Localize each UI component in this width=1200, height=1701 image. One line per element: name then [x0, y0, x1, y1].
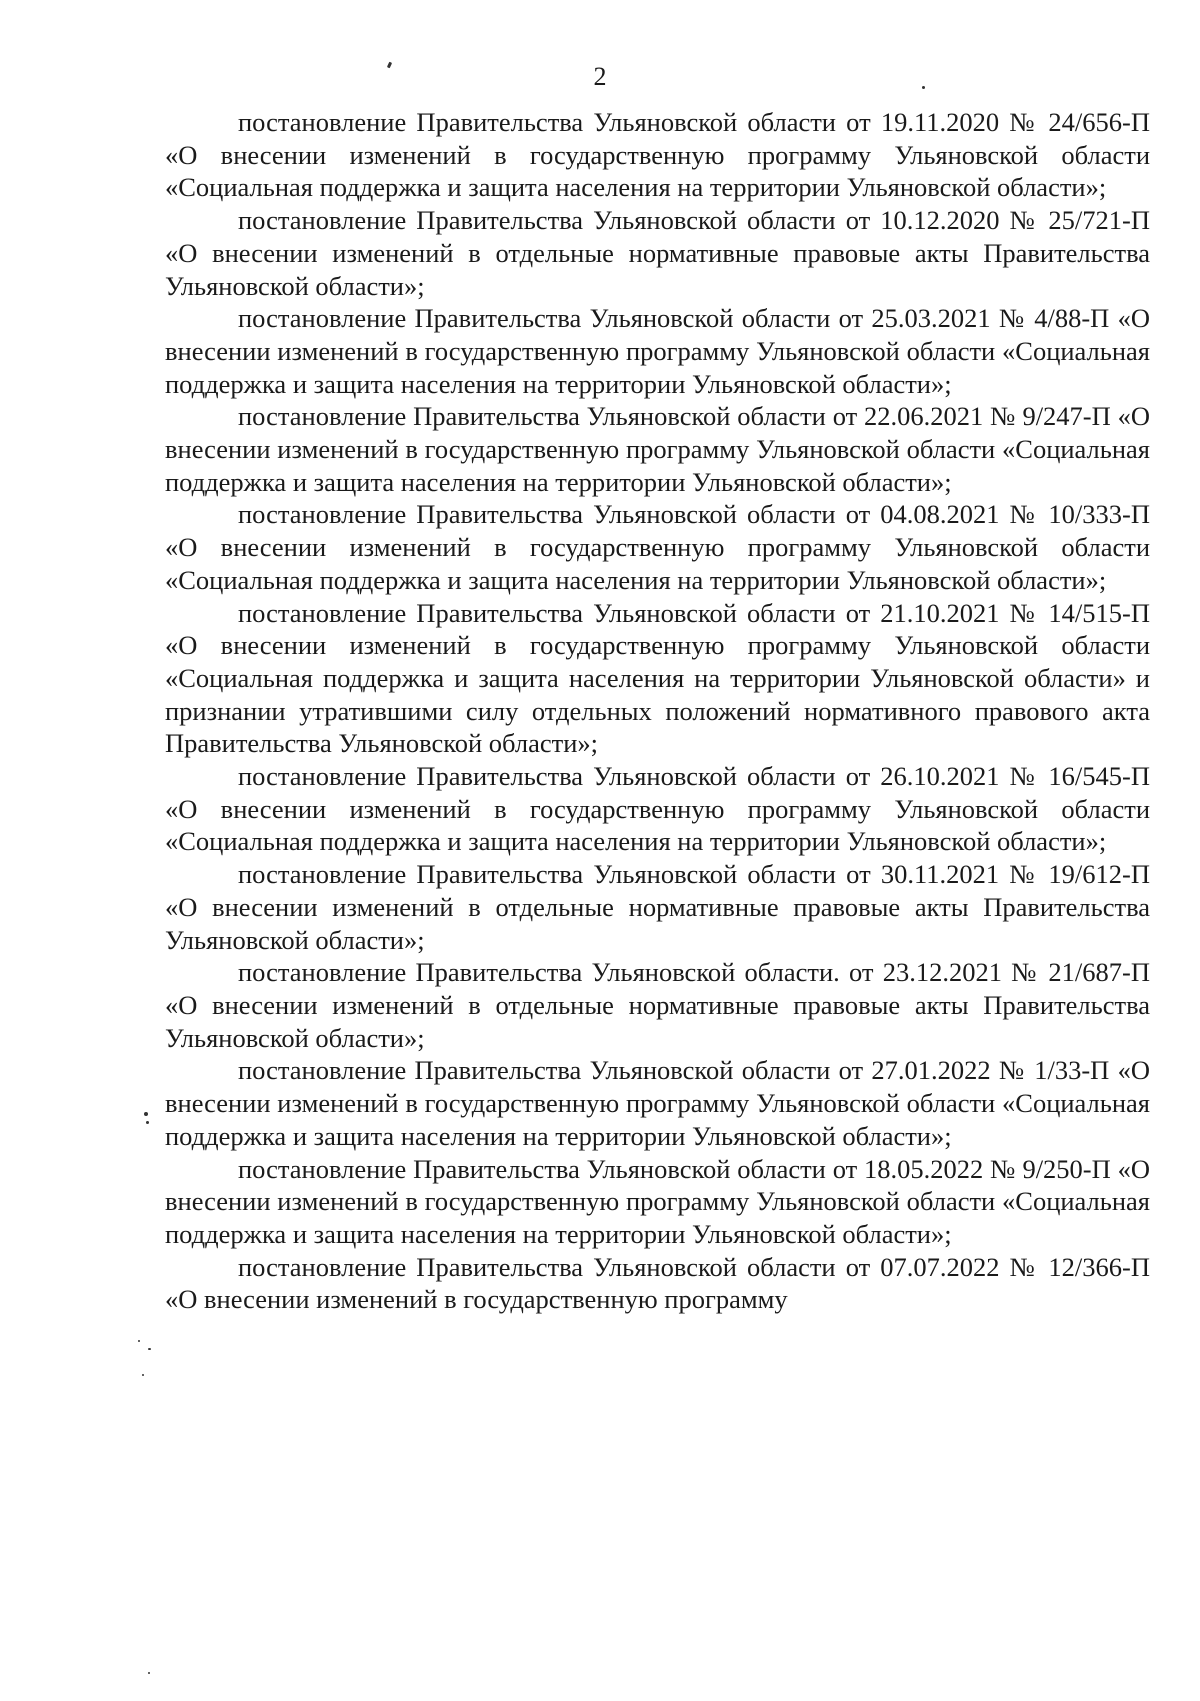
list-item: постановление Правительства Ульяновской области от 30.11.2021 № 19/612-П «О внесении изменений в отдельные нормативные правовые акты Правительства Ульяновской области»; — [165, 859, 1150, 955]
list-item: постановление Правительства Ульяновской области от 19.11.2020 № 24/656-П «О внесении изменений в государственную программу Ульяновской области «Социальная поддержка и защита населения на территории Ульяновской области»; — [165, 107, 1150, 203]
scan-speck — [148, 1348, 151, 1350]
scan-speck — [922, 86, 925, 89]
scan-speck — [144, 1112, 148, 1116]
list-item: постановление Правительства Ульяновской области от 07.07.2022 № 12/366-П «О внесении изменений в государственную программу — [165, 1251, 1150, 1315]
list-item: постановление Правительства Ульяновской области. от 23.12.2021 № 21/687-П «О внесении изменений в отдельные нормативные правовые акты Правительства Ульяновской области»; — [165, 957, 1150, 1053]
list-item: постановление Правительства Ульяновской области от 21.10.2021 № 14/515-П «О внесении изменений в государственную программу Ульяновской области «Социальная поддержка и защита населения на территории Ульяновской области» и признании утратившими силу отдельных положений нормативного правового акта Правительства Ульяновской области»; — [165, 597, 1150, 759]
page-number: 2 — [593, 62, 607, 91]
scan-speck — [146, 1121, 149, 1124]
scan-speck — [148, 1672, 150, 1674]
list-item: постановление Правительства Ульяновской области от 25.03.2021 № 4/88-П «О внесении изменений в государственную программу Ульяновской области «Социальная поддержка и защита населения на территории Ульяновской области»; — [165, 303, 1150, 399]
list-item: постановление Правительства Ульяновской области от 26.10.2021 № 16/545-П «О внесении изменений в государственную программу Ульяновской области «Социальная поддержка и защита населения на территории Ульяновской области»; — [165, 761, 1150, 857]
scan-speck — [138, 1340, 140, 1342]
list-item: постановление Правительства Ульяновской области от 04.08.2021 № 10/333-П «О внесении изменений в государственную программу Ульяновской области «Социальная поддержка и защита населения на территории Ульяновской области»; — [165, 499, 1150, 595]
list-item: постановление Правительства Ульяновской области от 27.01.2022 № 1/33-П «О внесении изменений в государственную программу Ульяновской области «Социальная поддержка и защита населения на территории Ульяновской области»; — [165, 1055, 1150, 1151]
list-item: постановление Правительства Ульяновской области от 10.12.2020 № 25/721-П «О внесении изменений в отдельные нормативные правовые акты Правительства Ульяновской области»; — [165, 205, 1150, 301]
document-body — [165, 106, 1150, 1316]
list-item: постановление Правительства Ульяновской области от 22.06.2021 № 9/247-П «О внесении изменений в государственную программу Ульяновской области «Социальная поддержка и защита населения на территории Ульяновской области»; — [165, 401, 1150, 497]
scan-speck — [142, 1374, 144, 1376]
list-item: постановление Правительства Ульяновской области от 18.05.2022 № 9/250-П «О внесении изменений в государственную программу Ульяновской области «Социальная поддержка и защита населения на территории Ульяновской области»; — [165, 1153, 1150, 1249]
